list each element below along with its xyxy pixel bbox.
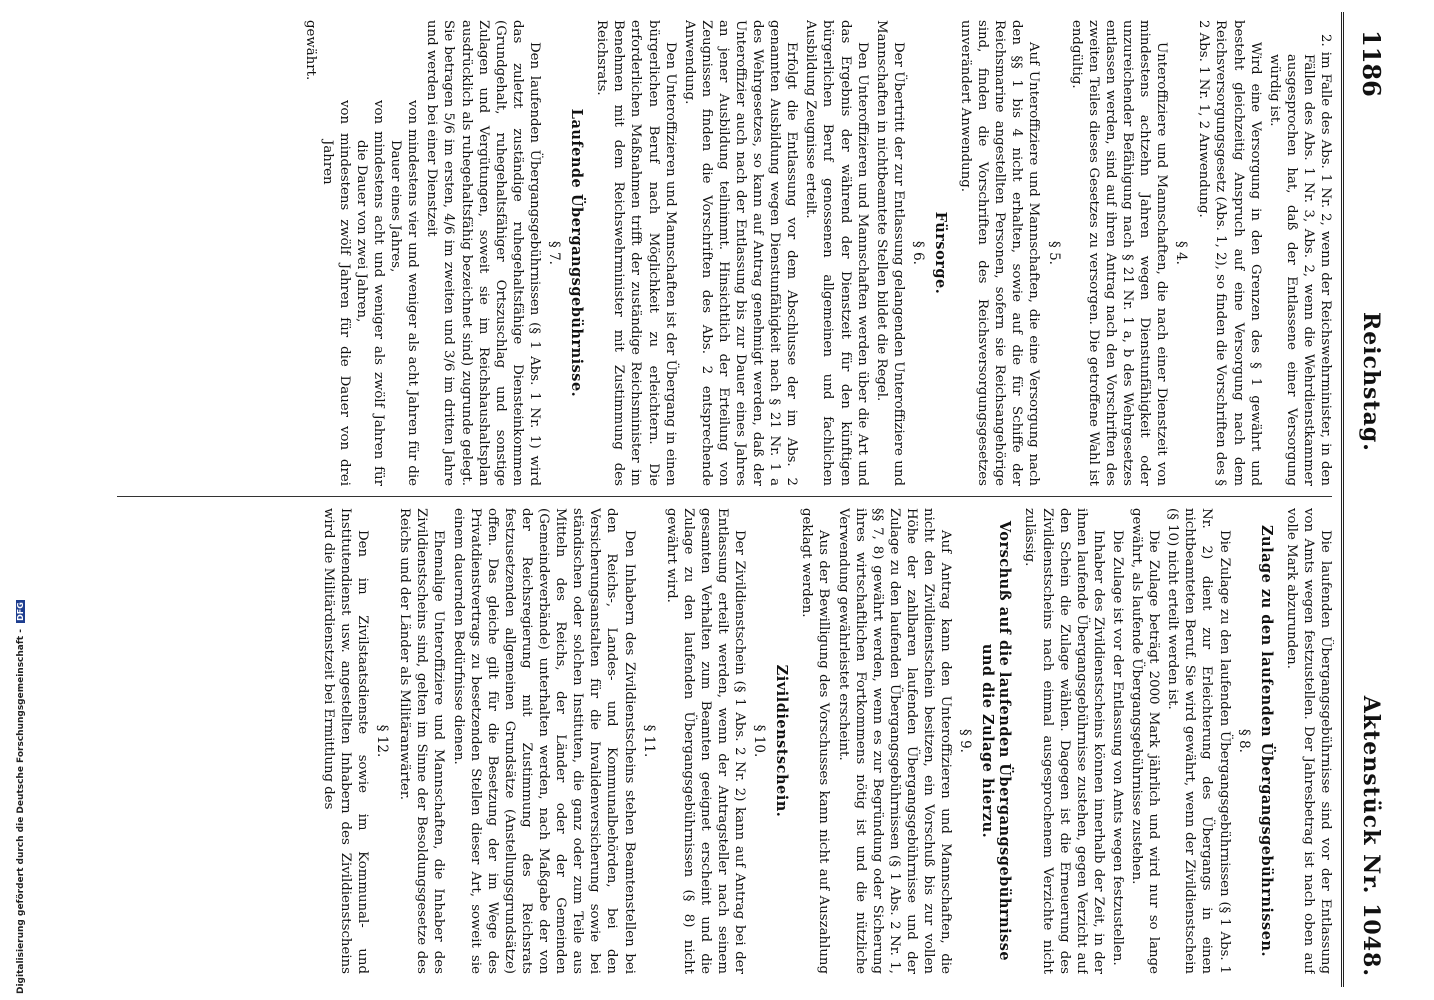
section-heading: Laufende Übergangsgebührnisse. — [568, 108, 586, 398]
paragraph: Den Inhabern des Zivildienstscheins stehen Beamtenstellen bei den Reichs-, Landes- und Kommunalbehörden, bei den Versicherungsanstalten für die Invalidenversicherung sowie bei ständischen oder solchen Instituten, die ganz oder zum Teile aus Mitteln des Reichs, der Länder oder der Gemeinden (Gemeindeverbände) unterhalten werden, nach Maßgabe der von der Reichsregierung mit Zustimmung des Reichsrats festzusetzenden allgemeinen Grundsätze (Anstellungsgrundsätze) offen. Das gleiche gilt für die Besetzung der im Wege des Privatdienstvertrags zu besetzenden Stellen dieser Art, soweit sie einem dauernden Bedürfnisse dienen. — [450, 508, 637, 974]
header-title: Reichstag. — [1358, 312, 1384, 452]
section-heading: Vorschuß auf die laufenden Übergangsgebührnisse und die Zulage hierzu. — [979, 520, 1014, 962]
paragraph: Die Zulage beträgt 2000 Mark jährlich und wird nur so lange gewährt, als laufende Übergangsgebührnisse zustehen. — [1129, 508, 1162, 974]
section-heading: Fürsorge. — [932, 211, 950, 295]
paragraph: Auf Antrag kann den Unteroffizieren und Mannschaften, die nicht den Zivildienstschein besitzen, ein Vorschuß bis zur vollen Höhe der zahlbaren laufenden Übergangsgebührnisse und der Zulage zu den laufenden Übergangsgebührnissen (§ 1 Abs. 2 Nr. 1, §§ 7, 8) gewährt werden, wenn es zur Begründung oder Sicherung ihres wirtschaftlichen Fortkommens nötig ist und die nützliche Verwendung gewährleistet erscheint. — [835, 508, 954, 974]
paragraph: Die Zulage ist vor der Entlassung von Amts wegen festzustellen. — [1109, 530, 1125, 966]
paragraph: gewährt. — [302, 20, 318, 81]
paragraph: Wird eine Versorgung in den Grenzen des § 1 gewährt und besteht gleichzeitig Anspruch auf eine Versorgung nach dem Reichsversorgungsgesetz (Abs. 1, 2), so finden die Vorschriften des § 2 Abs. 1 Nr. 1, 2 Anwendung. — [1196, 20, 1263, 486]
dfg-logo: DFG — [16, 602, 25, 621]
paragraph: Die laufenden Übergangsgebührnisse sind vor der Entlassung von Amts wegen festzustellen. Der Jahresbetrag ist nach oben auf volle Mark abzurunden. — [1283, 508, 1333, 974]
paragraph: Unteroffiziere und Mannschaften, die nach einer Dienstzeit von mindestens achtzehn Jahren wegen Dienstunfähigkeit oder unzureichender Befähigung nach § 21 Nr. 1 a, b des Wehrgesetzes entlassen werden, sind auf ihren Antrag nach den Vorschriften des zweiten Teiles dieses Gesetzes zu versorgen. Die getroffene Wahl ist endgültig. — [1068, 20, 1170, 486]
section-heading: Zulage zu den laufenden Übergangsgebührnissen. — [1257, 524, 1275, 958]
paragraph: Der Übertritt der zur Entlassung gelangenden Unteroffiziere und Mannschaften in nichtbeamtete Stellen bildet die Regel. — [873, 20, 906, 486]
page-number: 1186 — [1357, 30, 1386, 97]
section-number: § 8. — [1235, 729, 1252, 753]
section-number: § 9. — [957, 729, 974, 753]
rotated-page — [100, 0, 1400, 1000]
section-number: § 6. — [909, 241, 926, 265]
service-tier-line: von mindestens acht und weniger als zwölf Jahren für die Dauer von zwei Jahren, — [354, 100, 387, 486]
paragraph: Aus der Bewilligung des Vorschusses kann nicht auf Auszahlung geklagt werden. — [799, 508, 832, 974]
digitization-sidebar — [0, 0, 26, 1000]
paragraph: Den laufenden Übergangsgebührnissen (§ 1 Abs. 1 Nr. 1) wird das zuletzt zuständige ruhegehaltsfähige Diensteinkommen (Grundgehalt, ruhegehaltsfähiger Ortszuschlag und sonstige Zulagen und Vergütungen, soweit sie im Reichshaushaltsplan ausdrücklich als ruhegehaltsfähig bezeichnet sind) zugrunde gelegt. Sie betragen 5/6 im ersten, 4/6 im zweiten und 3/6 im dritten Jahre und werden bei einer Dienstzeit — [424, 20, 542, 486]
paragraph: Die Zulage zu den laufenden Übergangsgebührnissen (§ 1 Abs. 1 Nr. 2) dient zur Erleichterung des Übergangs in einen nichtbeamteten Beruf. Sie wird gewährt, wenn der Zivildienstschein (§ 10) nicht erteilt werden ist. — [1165, 508, 1232, 974]
section-number: § 12. — [374, 724, 391, 758]
digitization-note — [16, 600, 26, 994]
paragraph: Erfolgt die Entlassung vor dem Abschlusse der im Abs. 2 genannten Ausbildung wegen Dienstunfähigkeit nach § 21 Nr. 1 a des Wehrgesetzes, so kann auf Antrag genehmigt werden, daß der Unteroffizier auch nach der Entlassung bis zur Dauer eines Jahres an jener Ausbildung teilnimmt. Hinsichtlich der Erteilung von Zeugnissen finden die Vorschriften des Abs. 2 entsprechende Anwendung. — [681, 20, 800, 486]
section-number: § 5. — [1045, 241, 1062, 265]
paragraph: Inhaber des Zivildienstscheins können innerhalb der Zeit, in der ihnen laufende Übergangsgebührnisse zustehen, gegen Verzicht auf den Schein die Zulage wählen. Dagegen ist die Erneuerung des Zivildienstscheins nach einmal ausgesprochenem Verzichte nicht zulässig. — [1022, 508, 1106, 974]
paragraph: Der Zivildienstschein (§ 1 Abs. 2 Nr. 2) kann auf Antrag bei der Entlassung erteilt werden, wenn der Antragsteller nach seinem gesamten Verhalten zum Beamten geeignet erscheint und die Zulage zu den laufenden Übergangsgebührnissen (§ 8) nicht gewährt wird. — [663, 508, 748, 974]
section-number: § 11. — [640, 724, 657, 758]
numbered-paragraph: 2. im Falle des Abs. 1 Nr. 2, wenn der Reichswehrminister, in den Fällen des Abs. 1 Nr. 3, Abs. 2, wenn die Wehrdienstkammer ausgesprochen hat, daß der Entlassene einer Versorgung würdig ist. — [1266, 34, 1333, 486]
paragraph: Ehemalige Unteroffiziere und Mannschaften, die Inhaber des Zivildienstscheins sind, gelten im Sinne der Besoldungsgesetze des Reichs und der Länder als Militäranwärter. — [397, 508, 447, 974]
paragraph: Den Unteroffizieren und Mannschaften werden über die Art und das Ergebnis der während der Dienstzeit für den künftigen bürgerlichen Beruf genossenen allgemeinen und fachlichen Ausbildung Zeugnisse erteilt. — [803, 20, 870, 486]
page-header — [1341, 12, 1390, 987]
section-number: § 7. — [546, 241, 563, 265]
funding-note: Digitalisierung gefördert durch die Deutsche Forschungsgemeinschaft - — [16, 629, 26, 994]
paragraph: Auf Unteroffiziere und Mannschaften, die eine Versorgung nach den §§ 1 bis 4 nicht erhalten, sowie auf die für Schiffe der Reichsmarine angestellten Personen, sofern sie Reichsangehörige sind, finden die Vorschriften des Reichsversorgungsgesetzes unverändert Anwendung. — [958, 20, 1042, 486]
section-number: § 10. — [751, 724, 768, 758]
right-column — [109, 508, 1334, 974]
paragraph: Den im Zivilstaatsdienste sowie im Kommunal- und Institutendienst usw. angestellten Inhabern des Zivildienstscheins wird die Militärdienstzeit bei Ermittlung des — [320, 508, 371, 974]
paragraph: Den Unteroffizieren und Mannschaften ist der Übergang in einen bürgerlichen Beruf nach Möglichkeit zu erleichtern. Die erforderlichen Maßnahmen trifft der zuständige Reichsminister im Benehmen mit dem Reichswehrminister mit Zustimmung des Reichsrats. — [594, 20, 678, 486]
left-column — [109, 20, 1334, 486]
section-number: § 4. — [1173, 241, 1190, 265]
service-tier-line: von mindestens zwölf Jahren für die Dauer von drei Jahren — [319, 100, 352, 486]
section-heading: Zivildienstschein. — [773, 664, 791, 818]
service-tier-line: von mindestens vier und weniger als acht Jahren für die Dauer eines Jahres, — [388, 100, 421, 486]
column-divider — [117, 496, 1332, 497]
document-number: Aktenstück Nr. 1048. — [1358, 695, 1384, 977]
